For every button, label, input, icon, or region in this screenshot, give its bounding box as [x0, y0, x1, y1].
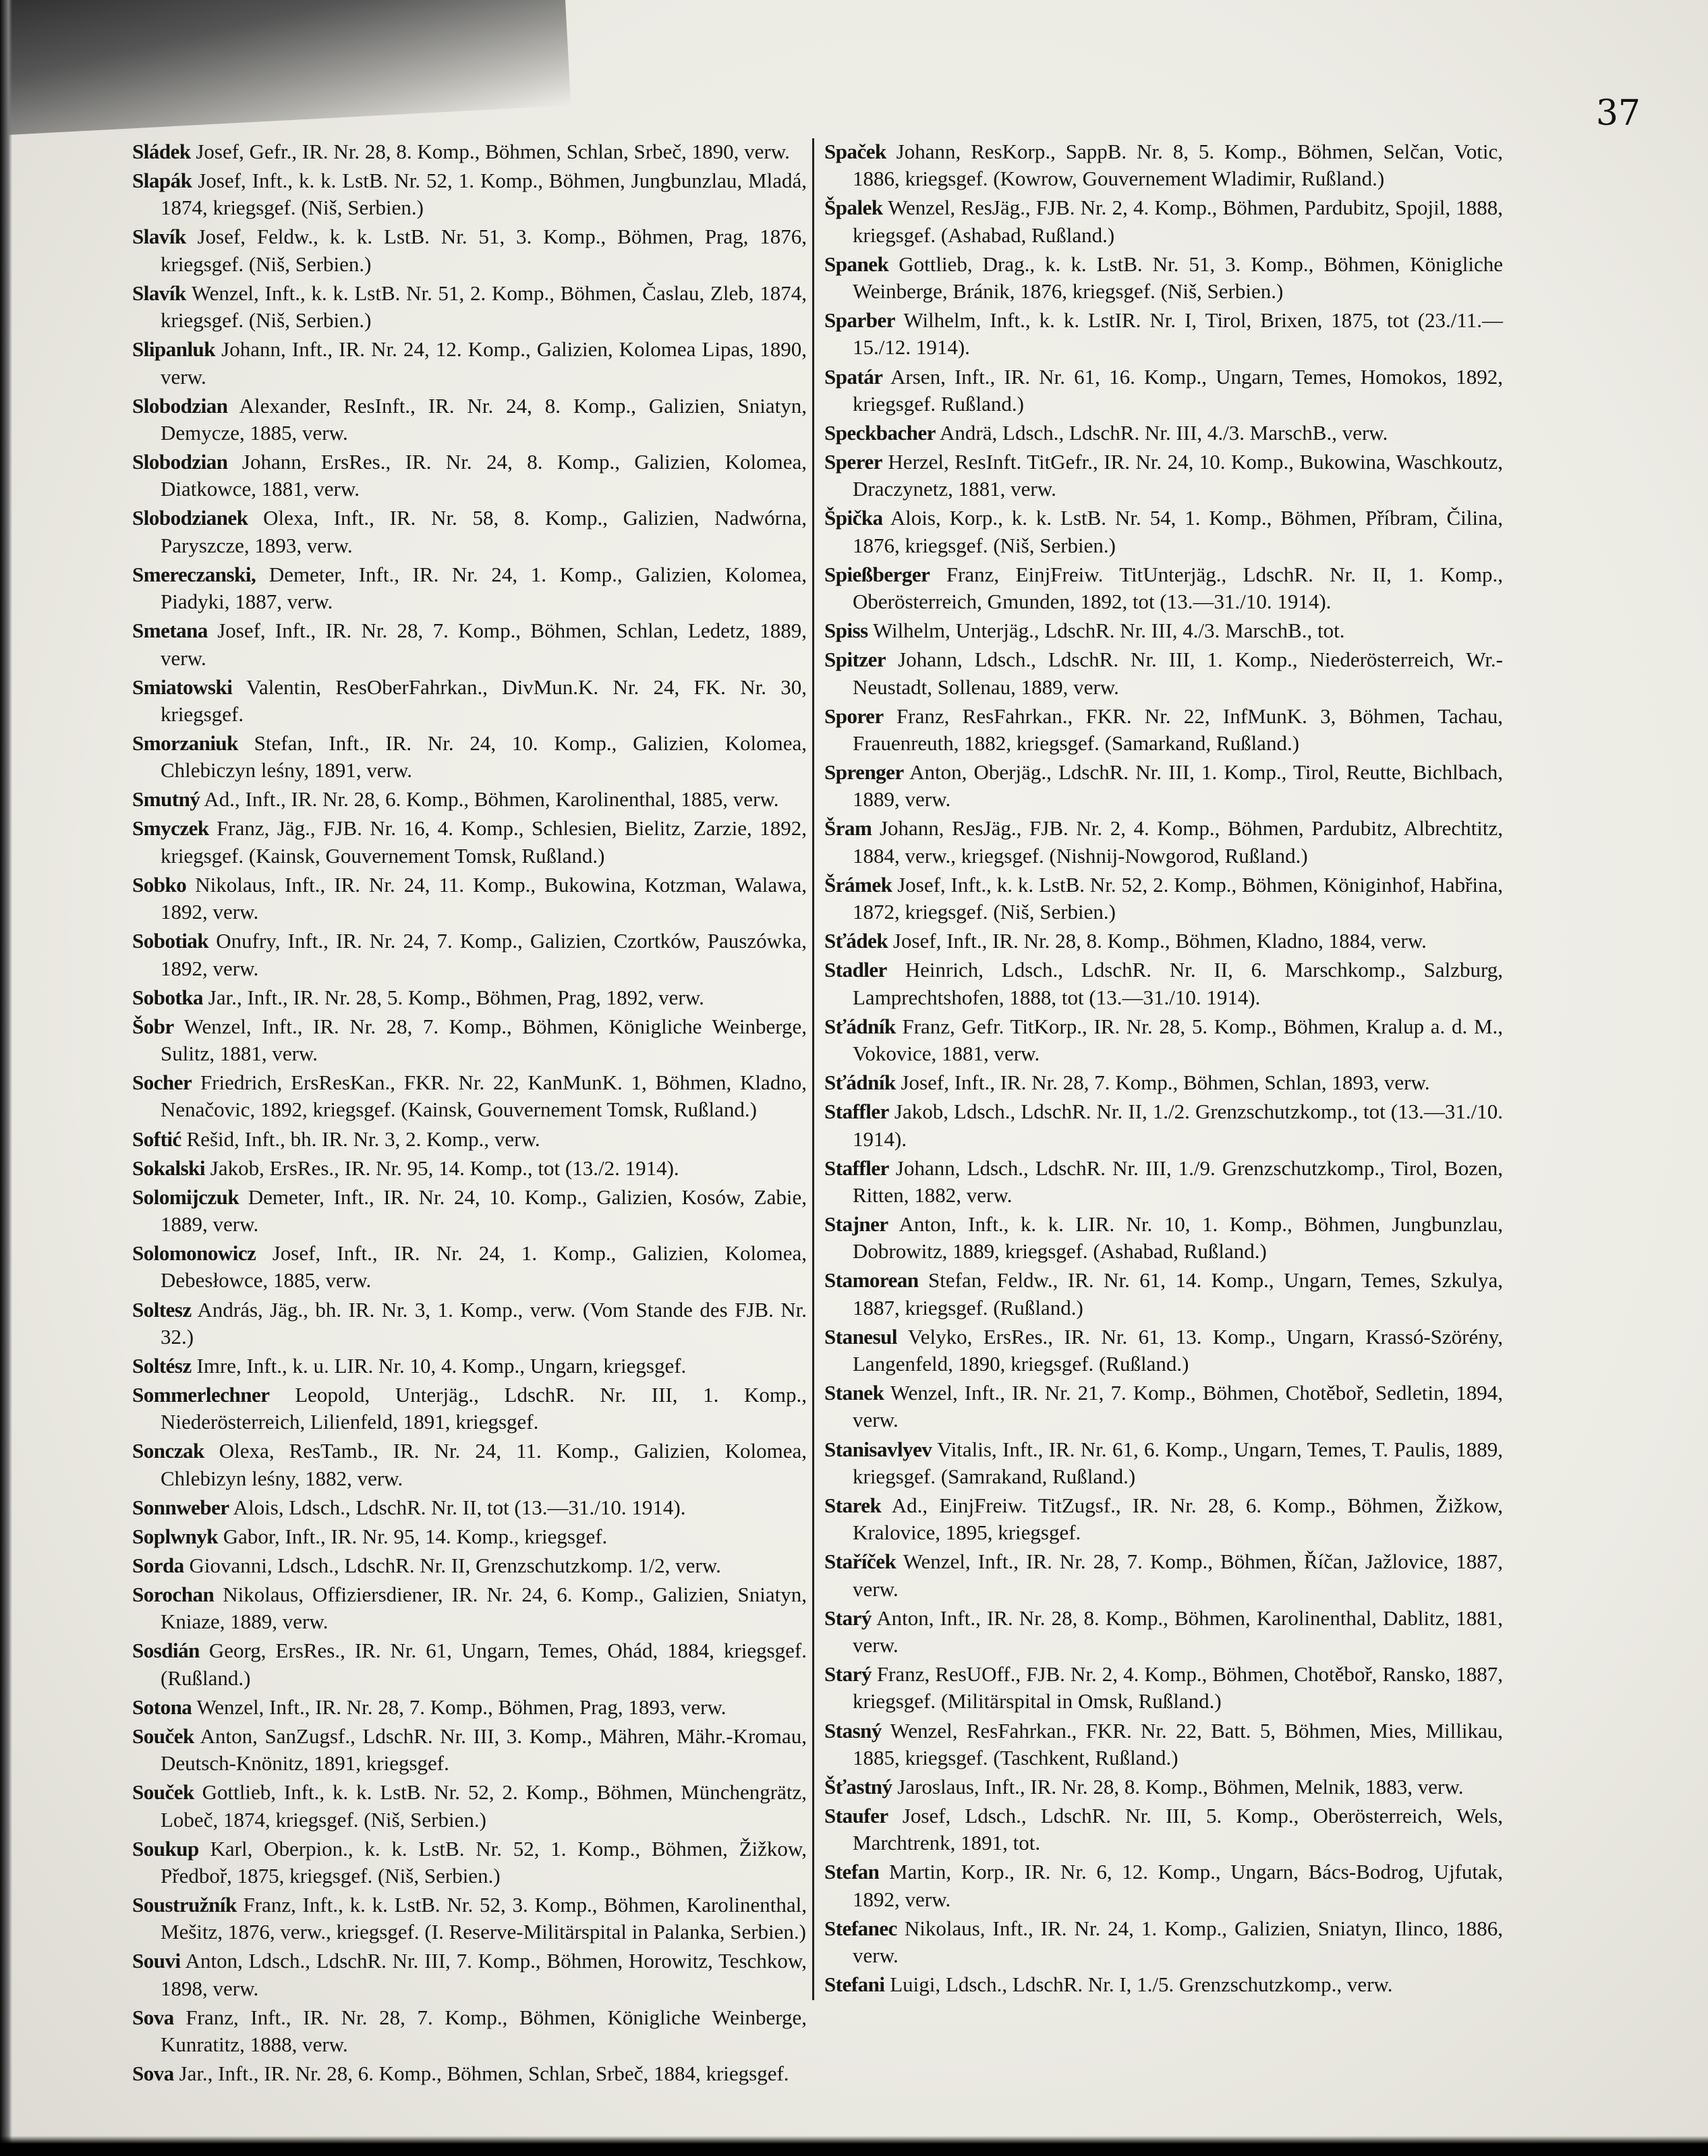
entry-surname: Stanek	[824, 1381, 884, 1405]
entry-surname: Starek	[824, 1493, 882, 1517]
entry-details: Luigi, Ldsch., LdschR. Nr. I, 1./5. Grenzschutzkomp., verw.	[890, 1973, 1393, 1997]
scan-shadow-bottom-edge	[0, 2136, 1708, 2156]
entry-surname: Soltesz	[132, 1297, 192, 1322]
entry-details: Johann, Ldsch., LdschR. Nr. III, 1. Komp., Niederösterreich, Wr.-Neustadt, Sollenau, 1889, verw.	[853, 648, 1503, 699]
scan-shadow-left-edge	[0, 0, 12, 2156]
entry-surname: Staufer	[824, 1804, 888, 1828]
entry-details: Wenzel, Inft., k. k. LstB. Nr. 51, 2. Komp., Böhmen, Časlau, Zleb, 1874, kriegsgef. (Niš, Serbien.)	[161, 281, 807, 333]
list-item	[824, 928, 1503, 955]
entry-details: Franz, Gefr. TitKorp., IR. Nr. 28, 5. Komp., Böhmen, Kralup a. d. M., Vokovice, 1881, verw.	[853, 1014, 1504, 1066]
entry-surname: Staříček	[824, 1550, 896, 1574]
entry-details: Karl, Oberpion., k. k. LstB. Nr. 52, 1. Komp., Böhmen, Žižkow, Předboř, 1875, kriegsgef. (Niš, Serbien.)	[161, 1836, 807, 1888]
list-item	[132, 1523, 807, 1550]
entry-surname: Šobr	[132, 1014, 174, 1038]
list-item	[824, 1492, 1503, 1547]
list-item	[824, 1069, 1503, 1096]
entry-surname: Solomonowicz	[132, 1241, 256, 1266]
entry-details: Franz, ResFahrkan., FKR. Nr. 22, InfMunK. 3, Böhmen, Tachau, Frauenreuth, 1882, kriegsgef. (Samarkand, Rußland.)	[853, 704, 1504, 755]
entry-surname: Spitzer	[824, 648, 886, 672]
entry-surname: Sotona	[132, 1695, 192, 1719]
list-item	[132, 1552, 807, 1579]
entry-details: Wenzel, ResJäg., FJB. Nr. 2, 4. Komp., Böhmen, Pardubitz, Spojil, 1888, kriegsgef. (Ashabad, Rußland.)	[853, 196, 1503, 247]
entry-details: Demeter, Inft., IR. Nr. 24, 10. Komp., Galizien, Kosów, Zabie, 1889, verw.	[161, 1185, 807, 1237]
entry-surname: Sonczak	[132, 1439, 204, 1463]
list-item	[824, 1718, 1503, 1772]
entry-surname: Sťádník	[824, 1014, 896, 1038]
entry-details: Andrä, Ldsch., LdschR. Nr. III, 4./3. MarschB., verw.	[940, 420, 1388, 445]
entry-details: Georg, ErsRes., IR. Nr. 61, Ungarn, Temes, Ohád, 1884, kriegsgef. (Rußland.)	[161, 1639, 807, 1690]
entry-details: Johann, ErsRes., IR. Nr. 24, 8. Komp., Galizien, Kolomea, Diatkowce, 1881, verw.	[161, 450, 807, 501]
entry-surname: Souček	[132, 1780, 194, 1805]
entry-surname: Slavík	[132, 281, 186, 305]
list-item	[824, 449, 1503, 503]
entry-details: Josef, Inft., IR. Nr. 28, 8. Komp., Böhmen, Kladno, 1884, verw.	[892, 929, 1427, 953]
entry-surname: Slobodzian	[132, 450, 228, 474]
entry-surname: Spaček	[824, 140, 886, 163]
entry-details: Ad., EinjFreiw. TitZugsf., IR. Nr. 28, 6. Komp., Böhmen, Žižkow, Kralovice, 1895, kriegsgef.	[853, 1493, 1503, 1545]
list-item	[824, 1013, 1503, 1068]
entry-details: Franz, EinjFreiw. TitUnterjäg., LdschR. Nr. II, 1. Komp., Oberösterreich, Gmunden, 1892, tot (13.—31./10. 1914).	[853, 562, 1504, 614]
entry-surname: Sonnweber	[132, 1495, 229, 1519]
list-item	[824, 364, 1503, 418]
entry-details: Wilhelm, Inft., k. k. LstIR. Nr. I, Tirol, Brixen, 1875, tot (23./11.—15./12. 1914).	[853, 308, 1503, 360]
entry-details: Franz, ResUOff., FJB. Nr. 2, 4. Komp., Böhmen, Chotěboř, Ransko, 1887, kriegsgef. (Militärspital in Omsk, Rußland.)	[853, 1662, 1503, 1713]
entry-details: Nikolaus, Inft., IR. Nr. 24, 1. Komp., Galizien, Sniatyn, Ilinco, 1886, verw.	[853, 1916, 1504, 1968]
list-item	[824, 957, 1503, 1011]
entry-details: Ad., Inft., IR. Nr. 28, 6. Komp., Böhmen, Karolinenthal, 1885, verw.	[204, 787, 779, 812]
entry-details: Gottlieb, Inft., k. k. LstB. Nr. 52, 2. Komp., Böhmen, Münchengrätz, Lobeč, 1874, kriegsgef. (Niš, Serbien.)	[161, 1780, 807, 1832]
entry-surname: Stanesul	[824, 1324, 897, 1349]
list-item	[132, 1581, 807, 1636]
list-item	[132, 505, 807, 559]
list-item	[132, 1069, 807, 1124]
entry-details: Wenzel, Inft., IR. Nr. 28, 7. Komp., Böhmen, Prag, 1893, verw.	[196, 1695, 727, 1719]
column-divider	[812, 138, 814, 2000]
entry-details: Anton, Inft., IR. Nr. 28, 8. Komp., Böhmen, Karolinenthal, Dablitz, 1881, verw.	[853, 1606, 1503, 1657]
list-item	[132, 561, 807, 616]
entry-surname: Sosdián	[132, 1639, 200, 1663]
list-item	[132, 1494, 807, 1521]
list-item	[132, 815, 807, 870]
entry-details: Johann, Ldsch., LdschR. Nr. III, 1./9. Grenzschutzkomp., Tirol, Bozen, Ritten, 1882, verw.	[853, 1156, 1504, 1207]
entry-surname: Sporer	[824, 704, 884, 728]
list-item	[824, 1803, 1503, 1857]
entry-details: Leopold, Unterjäg., LdschR. Nr. III, 1. Komp., Niederösterreich, Lilienfeld, 1891, kriegsgef.	[161, 1382, 807, 1434]
entry-surname: Soplwnyk	[132, 1524, 218, 1548]
entry-surname: Stasný	[824, 1718, 882, 1742]
entry-details: Wenzel, Inft., IR. Nr. 28, 7. Komp., Böhmen, Königliche Weinberge, Sulitz, 1881, verw.	[161, 1014, 807, 1066]
list-item	[132, 2060, 807, 2087]
entry-surname: Šťastný	[824, 1774, 892, 1798]
entry-details: Arsen, Inft., IR. Nr. 61, 16. Komp., Ungarn, Temes, Homokos, 1892, kriegsgef. Rußland.)	[853, 364, 1504, 416]
list-item	[824, 307, 1503, 362]
entry-details: Gottlieb, Drag., k. k. LstB. Nr. 51, 3. Komp., Böhmen, Königliche Weinberge, Bránik, 1876, kriegsgef. (Niš, Serbien.)	[853, 252, 1503, 304]
entry-details: Franz, Jäg., FJB. Nr. 16, 4. Komp., Schlesien, Bielitz, Zarzie, 1892, kriegsgef. (Kainsk, Gouvernement Tomsk, Rußland.)	[161, 816, 807, 868]
list-item	[132, 1694, 807, 1721]
list-item	[824, 1324, 1503, 1378]
entry-surname: Šram	[824, 816, 872, 841]
entry-details: Imre, Inft., k. u. LIR. Nr. 10, 4. Komp., Ungarn, kriegsgef.	[196, 1353, 687, 1378]
list-item	[824, 1380, 1503, 1434]
entry-surname: Špalek	[824, 196, 883, 220]
list-item	[132, 1353, 807, 1380]
entry-surname: Souček	[132, 1724, 194, 1748]
list-item	[824, 251, 1503, 306]
entry-surname: Staffler	[824, 1156, 889, 1180]
entry-details: Olexa, Inft., IR. Nr. 58, 8. Komp., Galizien, Nadwórna, Paryszcze, 1893, verw.	[161, 506, 807, 557]
entry-details: Josef, Feldw., k. k. LstB. Nr. 51, 3. Komp., Böhmen, Prag, 1876, kriegsgef. (Niš, Serbien.)	[161, 225, 807, 276]
list-item	[824, 138, 1503, 193]
entry-surname: Šrámek	[824, 872, 892, 897]
entry-details: Giovanni, Ldsch., LdschR. Nr. II, Grenzschutzkomp. 1/2, verw.	[189, 1553, 721, 1577]
list-item	[132, 138, 807, 165]
list-item	[132, 167, 807, 222]
entry-surname: Soukup	[132, 1836, 199, 1861]
entry-surname: Sova	[132, 2062, 174, 2086]
list-item	[132, 393, 807, 447]
list-item	[132, 928, 807, 982]
list-item	[132, 280, 807, 335]
entry-details: Gabor, Inft., IR. Nr. 95, 14. Komp., kriegsgef.	[223, 1524, 608, 1548]
entry-details: Anton, Oberjäg., LdschR. Nr. III, 1. Komp., Tirol, Reutte, Bichlbach, 1889, verw.	[853, 760, 1503, 812]
list-item	[824, 1267, 1503, 1322]
entry-details: Franz, Inft., k. k. LstB. Nr. 52, 3. Komp., Böhmen, Karolinenthal, Mešitz, 1876, verw., kriegsgef. (I. Reserve-Militärspital in Palanka, Serbien.)	[161, 1893, 807, 1944]
entry-details: Alois, Korp., k. k. LstB. Nr. 54, 1. Komp., Böhmen, Příbram, Čilina, 1876, kriegsgef. (Niš, Serbien.)	[853, 506, 1503, 557]
entry-surname: Slapák	[132, 169, 192, 193]
entry-surname: Spiss	[824, 619, 868, 643]
entry-details: Friedrich, ErsResKan., FKR. Nr. 22, KanMunK. 1, Böhmen, Kladno, Nenačovic, 1892, kriegsgef. (Kainsk, Gouvernement Tomsk, Rußland.)	[161, 1071, 807, 1122]
list-item	[132, 1382, 807, 1436]
list-item	[132, 1240, 807, 1295]
list-item	[132, 1836, 807, 1890]
entry-details: Anton, SanZugsf., LdschR. Nr. III, 3. Komp., Mähren, Mähr.-Kromau, Deutsch-Knönitz, 1891, kriegsgef.	[161, 1724, 807, 1776]
list-item	[824, 561, 1503, 616]
entry-details: Franz, Inft., IR. Nr. 28, 7. Komp., Böhmen, Königliche Weinberge, Kunratitz, 1888, verw.	[161, 2005, 807, 2057]
list-item	[824, 420, 1503, 447]
entry-details: Johann, Inft., IR. Nr. 24, 12. Komp., Galizien, Kolomea Lipas, 1890, verw.	[161, 337, 807, 389]
entry-surname: Sťádník	[824, 1071, 896, 1095]
list-item	[132, 730, 807, 785]
list-item	[132, 1892, 807, 1946]
entry-details: Alois, Ldsch., LdschR. Nr. II, tot (13.—31./10. 1914).	[233, 1495, 686, 1519]
entry-details: Josef, Inft., k. k. LstB. Nr. 52, 1. Komp., Böhmen, Jungbunzlau, Mladá, 1874, kriegsgef. (Niš, Serbien.)	[161, 169, 807, 220]
entry-surname: Slavík	[132, 225, 186, 249]
entry-surname: Sládek	[132, 140, 191, 163]
entry-details: Jaroslaus, Inft., IR. Nr. 28, 8. Komp., Böhmen, Melnik, 1883, verw.	[897, 1774, 1464, 1798]
right-column	[824, 138, 1503, 2000]
entry-surname: Sommerlechner	[132, 1382, 270, 1407]
list-item	[132, 1126, 807, 1153]
entry-surname: Starý	[824, 1662, 872, 1686]
left-column	[132, 138, 807, 2089]
entry-details: Jakob, ErsRes., IR. Nr. 95, 14. Komp., tot (13./2. 1914).	[210, 1156, 679, 1180]
entry-surname: Stanisavlyev	[824, 1437, 932, 1461]
entry-surname: Sperer	[824, 450, 882, 474]
list-item	[824, 1155, 1503, 1210]
list-item	[132, 872, 807, 926]
list-item	[132, 336, 807, 391]
entry-details: Johann, ResJäg., FJB. Nr. 2, 4. Komp., Böhmen, Pardubitz, Albrechtitz, 1884, verw., kriegsgef. (Nishnij-Nowgorod, Rußland.)	[853, 816, 1504, 868]
entry-surname: Sťádek	[824, 929, 888, 953]
entry-details: Nikolaus, Inft., IR. Nr. 24, 11. Komp., Bukowina, Kotzman, Walawa, 1892, verw.	[161, 872, 807, 924]
list-item	[824, 1436, 1503, 1491]
entry-details: Stefan, Feldw., IR. Nr. 61, 14. Komp., Ungarn, Temes, Szkulya, 1887, kriegsgef. (Rußland.)	[853, 1268, 1503, 1320]
entry-surname: Spießberger	[824, 562, 930, 586]
entry-surname: Smiatowski	[132, 675, 233, 699]
entry-surname: Sorochan	[132, 1583, 215, 1607]
entry-details: Demeter, Inft., IR. Nr. 24, 1. Komp., Galizien, Kolomea, Piadyki, 1887, verw.	[161, 562, 807, 614]
entry-details: Velyko, ErsRes., IR. Nr. 61, 13. Komp., Ungarn, Krassó-Szörény, Langenfeld, 1890, kriegsgef. (Rußland.)	[853, 1324, 1503, 1376]
entry-details: Jakob, Ldsch., LdschR. Nr. II, 1./2. Grenzschutzkomp., tot (13.—31./10. 1914).	[853, 1100, 1503, 1151]
entry-details: Rešid, Inft., bh. IR. Nr. 3, 2. Komp., verw.	[186, 1127, 540, 1151]
entry-surname: Sobotiak	[132, 929, 209, 953]
entry-surname: Softić	[132, 1127, 181, 1151]
list-item	[132, 1184, 807, 1239]
list-item	[132, 1637, 807, 1692]
entry-details: Olexa, ResTamb., IR. Nr. 24, 11. Komp., Galizien, Kolomea, Chlebizyn leśny, 1882, verw.	[161, 1439, 807, 1490]
entry-surname: Smutný	[132, 787, 200, 812]
entry-details: Nikolaus, Offiziersdiener, IR. Nr. 24, 6. Komp., Galizien, Sniatyn, Kniaze, 1889, verw.	[161, 1583, 807, 1634]
entry-surname: Sparber	[824, 308, 895, 333]
entry-surname: Staffler	[824, 1100, 889, 1124]
entry-details: András, Jäg., bh. IR. Nr. 3, 1. Komp., verw. (Vom Stande des FJB. Nr. 32.)	[161, 1297, 807, 1349]
list-item	[824, 1548, 1503, 1603]
entry-surname: Sobko	[132, 872, 187, 897]
entry-surname: Sova	[132, 2005, 174, 2029]
entry-surname: Spatár	[824, 364, 883, 389]
list-item	[132, 2004, 807, 2059]
entry-details: Josef, Inft., k. k. LstB. Nr. 52, 2. Komp., Böhmen, Königinhof, Habřina, 1872, kriegsgef. (Niš, Serbien.)	[853, 872, 1504, 924]
entry-surname: Speckbacher	[824, 420, 936, 445]
list-item	[132, 1155, 807, 1182]
entry-details: Josef, Inft., IR. Nr. 28, 7. Komp., Böhmen, Schlan, Ledetz, 1889, verw.	[161, 619, 807, 670]
list-item	[824, 1605, 1503, 1659]
entry-surname: Stefanec	[824, 1916, 897, 1940]
entry-details: Wilhelm, Unterjäg., LdschR. Nr. III, 4./3. MarschB., tot.	[872, 619, 1345, 643]
entry-details: Stefan, Inft., IR. Nr. 24, 10. Komp., Galizien, Kolomea, Chlebiczyn leśny, 1891, verw.	[161, 731, 807, 783]
list-item	[824, 505, 1503, 559]
list-item	[132, 1779, 807, 1834]
entry-details: Heinrich, Ldsch., LdschR. Nr. II, 6. Marschkomp., Salzburg, Lamprechtshofen, 1888, tot (13.—31./10. 1914).	[853, 958, 1504, 1009]
entry-details: Vitalis, Inft., IR. Nr. 61, 6. Komp., Ungarn, Temes, T. Paulis, 1889, kriegsgef. (Samrakand, Rußland.)	[853, 1437, 1503, 1488]
entry-details: Josef, Gefr., IR. Nr. 28, 8. Komp., Böhmen, Schlan, Srbeč, 1890, verw.	[196, 140, 790, 163]
entry-surname: Starý	[824, 1606, 872, 1630]
list-item	[132, 449, 807, 503]
list-item	[132, 1948, 807, 2002]
entry-surname: Smorzaniuk	[132, 731, 238, 755]
entry-surname: Soltész	[132, 1353, 192, 1378]
list-item	[824, 872, 1503, 926]
entry-details: Josef, Ldsch., LdschR. Nr. III, 5. Komp., Oberösterreich, Wels, Marchtrenk, 1891, tot.	[853, 1804, 1503, 1855]
list-item	[824, 815, 1503, 870]
entry-details: Josef, Inft., IR. Nr. 28, 7. Komp., Böhmen, Schlan, 1893, verw.	[901, 1071, 1430, 1095]
entry-details: Wenzel, Inft., IR. Nr. 21, 7. Komp., Böhmen, Chotěboř, Sedletin, 1894, verw.	[853, 1381, 1503, 1432]
entry-details: Jar., Inft., IR. Nr. 28, 6. Komp., Böhmen, Schlan, Srbeč, 1884, kriegsgef.	[179, 2062, 789, 2086]
list-item	[132, 674, 807, 729]
entry-surname: Smyczek	[132, 816, 209, 841]
list-item	[824, 617, 1503, 644]
entry-surname: Sprenger	[824, 760, 904, 785]
list-item	[824, 1211, 1503, 1266]
entry-details: Johann, ResKorp., SappB. Nr. 8, 5. Komp., Böhmen, Selčan, Votic, 1886, kriegsgef. (Kowrow, Gouvernement Wladimir, Rußland.)	[853, 140, 1503, 191]
entry-details: Alexander, ResInft., IR. Nr. 24, 8. Komp., Galizien, Sniatyn, Demycze, 1885, verw.	[161, 393, 807, 445]
list-item	[824, 1915, 1503, 1970]
entry-details: Martin, Korp., IR. Nr. 6, 12. Komp., Ungarn, Bács-Bodrog, Ujfutak, 1892, verw.	[853, 1860, 1504, 1911]
entry-details: Onufry, Inft., IR. Nr. 24, 7. Komp., Galizien, Czortków, Pauszówka, 1892, verw.	[161, 929, 807, 980]
list-item	[132, 1723, 807, 1778]
entry-surname: Slobodzian	[132, 393, 228, 418]
entry-details: Josef, Inft., IR. Nr. 24, 1. Komp., Galizien, Kolomea, Debesłowce, 1885, verw.	[161, 1241, 807, 1293]
entry-surname: Stefan	[824, 1860, 880, 1884]
list-item	[824, 194, 1503, 249]
entry-surname: Solomijczuk	[132, 1185, 239, 1209]
list-item	[132, 1438, 807, 1492]
entry-surname: Stadler	[824, 958, 887, 982]
list-item	[824, 1859, 1503, 1913]
list-item	[132, 1297, 807, 1351]
list-item	[824, 646, 1503, 701]
list-item	[132, 1013, 807, 1068]
entry-surname: Slipanluk	[132, 337, 216, 362]
list-item	[824, 1661, 1503, 1715]
list-item	[824, 703, 1503, 758]
entry-surname: Sokalski	[132, 1156, 206, 1180]
entry-surname: Smereczanski,	[132, 562, 256, 586]
list-item	[132, 617, 807, 672]
list-item	[824, 1774, 1503, 1800]
entry-surname: Socher	[132, 1071, 192, 1095]
list-item	[824, 759, 1503, 814]
entry-surname: Smetana	[132, 619, 208, 643]
entry-details: Jar., Inft., IR. Nr. 28, 5. Komp., Böhmen, Prag, 1892, verw.	[208, 985, 704, 1009]
list-item	[132, 984, 807, 1011]
entry-surname: Sorda	[132, 1553, 184, 1577]
entry-surname: Soustružník	[132, 1893, 237, 1917]
entry-surname: Slobodzianek	[132, 506, 248, 530]
entry-surname: Stajner	[824, 1212, 888, 1237]
entry-surname: Spanek	[824, 252, 889, 276]
list-item	[132, 786, 807, 813]
entry-surname: Souvi	[132, 1949, 181, 1973]
list-item	[132, 223, 807, 278]
entry-details: Herzel, ResInft. TitGefr., IR. Nr. 24, 10. Komp., Bukowina, Waschkoutz, Draczynetz, 1881, verw.	[853, 450, 1504, 501]
list-item	[824, 1098, 1503, 1153]
entry-details: Wenzel, ResFahrkan., FKR. Nr. 22, Batt. 5, Böhmen, Mies, Millikau, 1885, kriegsgef. (Taschkent, Rußland.)	[853, 1718, 1503, 1769]
entry-details: Wenzel, Inft., IR. Nr. 28, 7. Komp., Böhmen, Říčan, Jažlovice, 1887, verw.	[853, 1550, 1503, 1601]
list-item	[824, 1971, 1503, 1998]
entry-surname: Sobotka	[132, 985, 204, 1009]
entry-surname: Špička	[824, 506, 883, 530]
entry-details: Anton, Inft., k. k. LIR. Nr. 10, 1. Komp., Böhmen, Jungbunzlau, Dobrowitz, 1889, kriegsgef. (Ashabad, Rußland.)	[853, 1212, 1503, 1264]
entry-details: Valentin, ResOberFahrkan., DivMun.K. Nr. 24, FK. Nr. 30, kriegsgef.	[161, 675, 807, 726]
scan-shadow-corner	[0, 0, 571, 137]
page-number: 37	[1595, 93, 1641, 134]
entry-surname: Stefani	[824, 1973, 885, 1997]
entry-details: Anton, Ldsch., LdschR. Nr. III, 7. Komp., Böhmen, Horowitz, Teschkow, 1898, verw.	[161, 1949, 807, 2000]
entry-surname: Stamorean	[824, 1268, 919, 1293]
